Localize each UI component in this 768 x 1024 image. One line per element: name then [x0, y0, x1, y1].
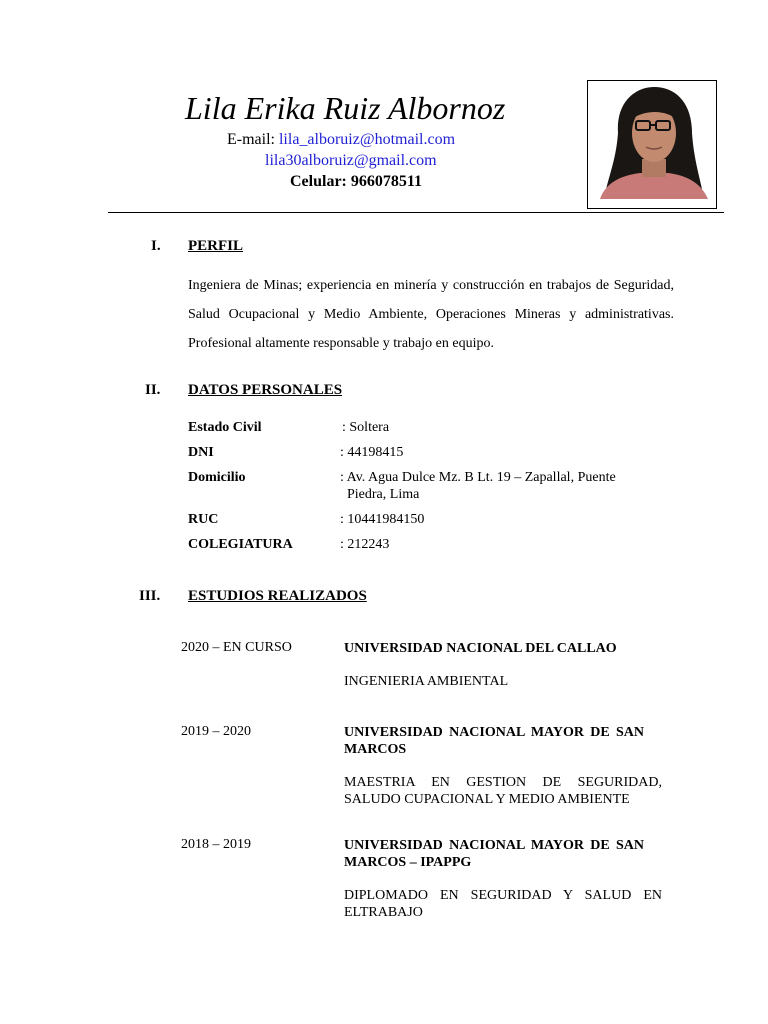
study-university: UNIVERSIDAD NACIONAL DEL CALLAO — [344, 641, 617, 656]
section-title-estudios: ESTUDIOS REALIZADOS — [188, 588, 367, 604]
study-degree: INGENIERIA AMBIENTAL — [344, 674, 509, 689]
email-line-1 — [227, 131, 455, 149]
section-title-perfil: PERFIL — [188, 238, 244, 254]
study-years: 2019 – 2020 — [181, 724, 251, 739]
candidate-name: Lila Erika Ruiz Albornoz — [185, 90, 506, 126]
perfil-paragraph: Ingeniera de Minas; experiencia en minería y construcción en trabajos de Seguridad, Salud Ocupacional y Medio Ambiente, Operaciones Mineras y administrativas. Profesional altamente responsable y trabajo en equipo. — [188, 278, 674, 351]
value-ruc: : 10441984150 — [340, 512, 425, 527]
value-dni: : 44198415 — [340, 445, 404, 460]
section-title-datos: DATOS PERSONALES — [188, 382, 343, 398]
study-university: UNIVERSIDAD NACIONAL MAYOR DE SAN MARCOS — [344, 725, 644, 757]
label-ruc: RUC — [188, 512, 219, 527]
study-years: 2020 – EN CURSO — [181, 640, 292, 655]
study-degree: MAESTRIA EN GESTION DE SEGURIDAD, SALUDO CUPACIONAL Y MEDIO AMBIENTE — [344, 775, 662, 807]
header-divider — [108, 212, 724, 213]
label-dni: DNI — [188, 445, 214, 460]
study-years: 2018 – 2019 — [181, 837, 251, 852]
profile-photo — [588, 81, 716, 208]
section-number-perfil: I. — [151, 238, 161, 254]
value-domicilio-line-2: Piedra, Lima — [347, 487, 420, 502]
value-domicilio: : Av. Agua Dulce Mz. B Lt. 19 – Zapallal, Puente — [340, 470, 616, 485]
value-estado-civil: : Soltera — [342, 420, 390, 435]
study-degree: DIPLOMADO EN SEGURIDAD Y SALUD EN ELTRABAJO — [344, 888, 662, 920]
email-link-1[interactable]: lila_alboruiz@hotmail.com — [278, 131, 456, 148]
label-domicilio: Domicilio — [188, 470, 246, 485]
profile-photo-frame — [587, 80, 717, 209]
section-number-datos: II. — [145, 382, 161, 398]
study-university: UNIVERSIDAD NACIONAL MAYOR DE SAN MARCOS – IPAPPG — [344, 838, 644, 870]
value-colegiatura: : 212243 — [340, 537, 390, 552]
email-label: E-mail: — [227, 131, 279, 148]
email-link-2[interactable]: lila30alboruiz@gmail.com — [265, 152, 437, 169]
section-number-estudios: III. — [139, 588, 161, 604]
label-colegiatura: COLEGIATURA — [188, 537, 293, 552]
label-estado-civil: Estado Civil — [188, 420, 262, 435]
phone-number: Celular: 966078511 — [290, 173, 422, 190]
